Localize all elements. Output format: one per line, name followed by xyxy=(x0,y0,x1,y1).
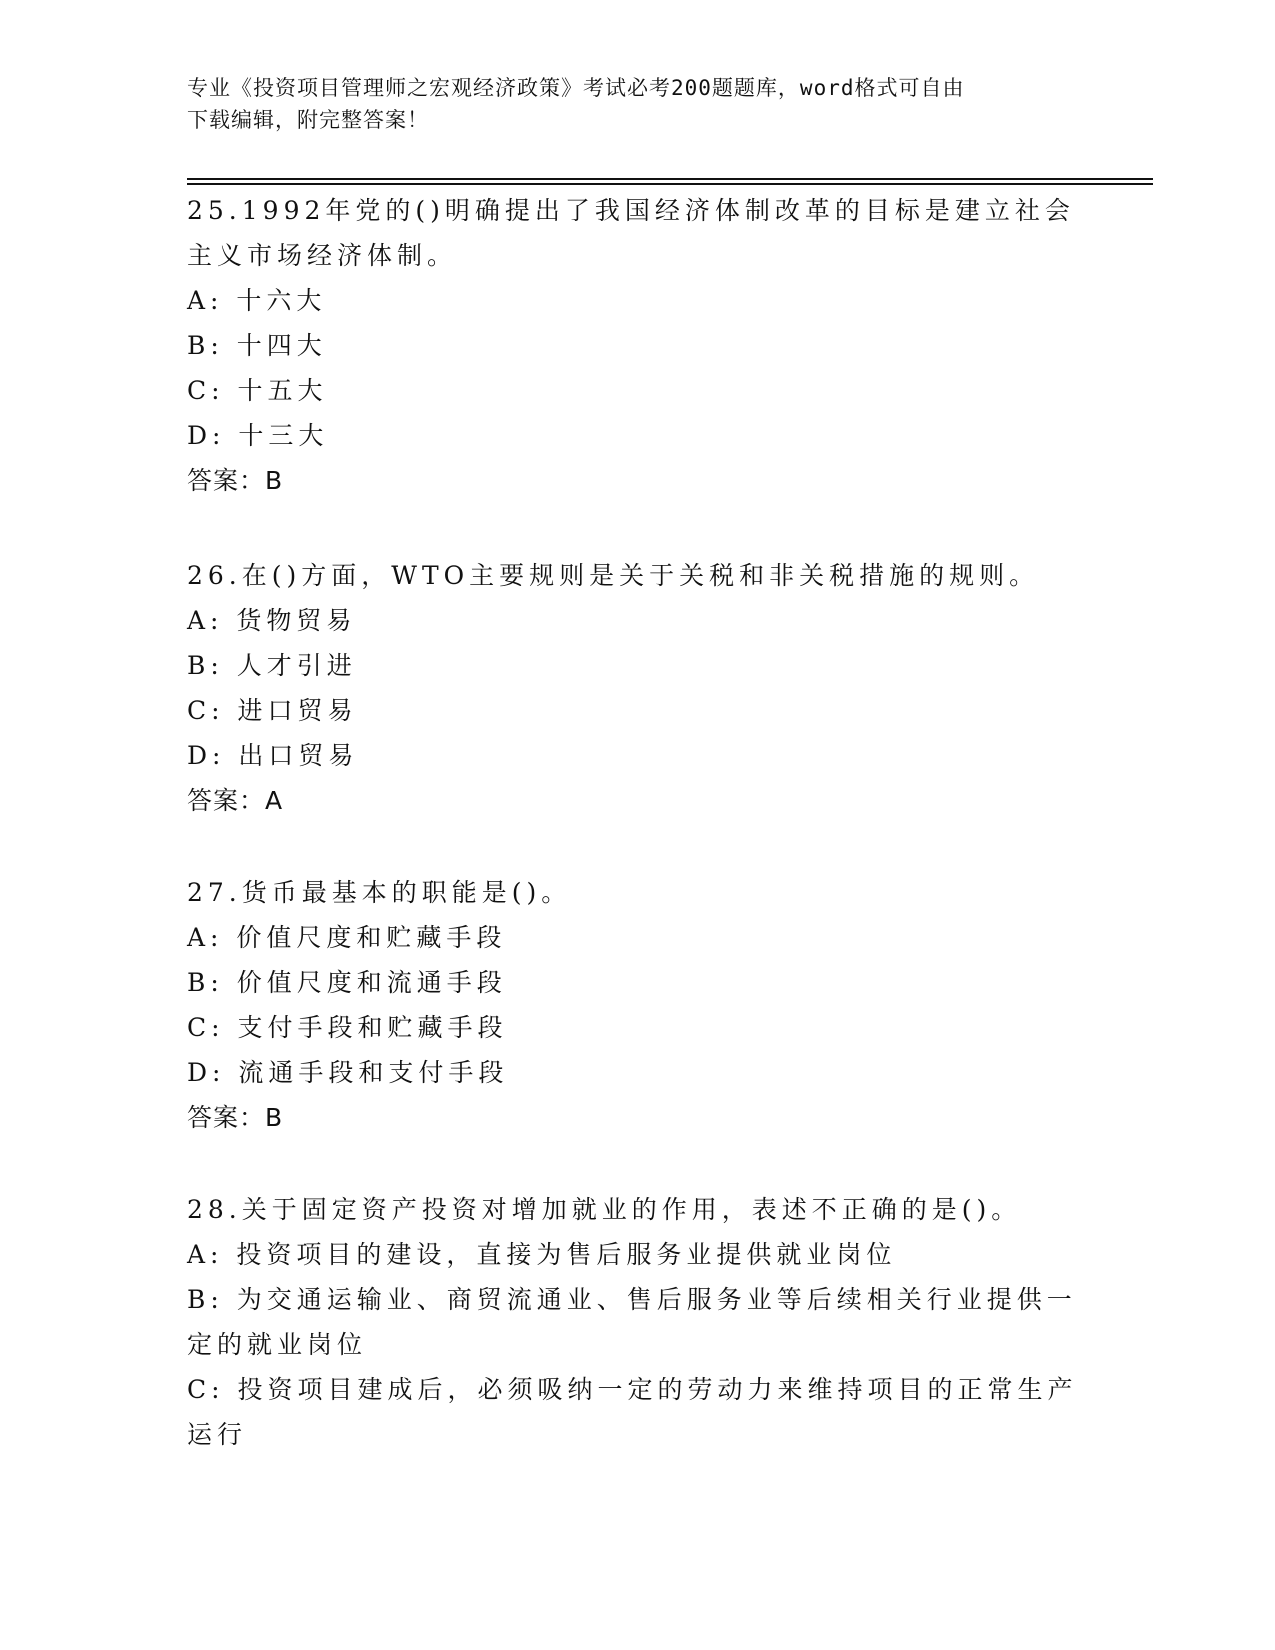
question-text: 26.在()方面，WTO主要规则是关于关税和非关税措施的规则。 xyxy=(187,561,1040,590)
question-27 xyxy=(187,870,1087,1140)
option-d: D: 十三大 xyxy=(187,421,329,450)
question-25 xyxy=(187,188,1087,503)
option-c: C: 支付手段和贮藏手段 xyxy=(187,1013,508,1042)
answer-label: 答案：B xyxy=(187,1103,284,1132)
option-a: A: 十六大 xyxy=(187,286,327,315)
option-a: A: 投资项目的建设，直接为售后服务业提供就业岗位 xyxy=(187,1240,897,1269)
option-d: D: 流通手段和支付手段 xyxy=(187,1058,509,1087)
option-d: D: 出口贸易 xyxy=(187,741,359,770)
question-26 xyxy=(187,553,1087,823)
option-b: B: 价值尺度和流通手段 xyxy=(187,968,507,997)
option-a: A: 价值尺度和贮藏手段 xyxy=(187,923,507,952)
question-text: 28.关于固定资产投资对增加就业的作用，表述不正确的是()。 xyxy=(187,1195,1022,1224)
option-b: B: 十四大 xyxy=(187,331,327,360)
question-text: 27.货币最基本的职能是()。 xyxy=(187,878,572,907)
answer-label: 答案：B xyxy=(187,466,284,495)
option-b: B: 为交通运输业、商贸流通业、售后服务业等后续相关行业提供一定的就业岗位 xyxy=(187,1285,1077,1359)
question-text: 25.1992年党的()明确提出了我国经济体制改革的目标是建立社会主义市场经济体制。 xyxy=(187,196,1075,270)
question-28 xyxy=(187,1187,1087,1457)
header-divider-bottom xyxy=(187,183,1153,185)
option-c: C: 十五大 xyxy=(187,376,328,405)
option-b: B: 人才引进 xyxy=(187,651,357,680)
option-c: C: 投资项目建成后，必须吸纳一定的劳动力来维持项目的正常生产运行 xyxy=(187,1375,1078,1449)
answer-label: 答案：A xyxy=(187,786,284,815)
document-header-note: 专业《投资项目管理师之宏观经济政策》考试必考200题题库，word格式可自由 下载编辑，附完整答案！ xyxy=(187,76,965,132)
option-c: C: 进口贸易 xyxy=(187,696,358,725)
header-divider-top xyxy=(187,178,1153,180)
option-a: A: 货物贸易 xyxy=(187,606,357,635)
